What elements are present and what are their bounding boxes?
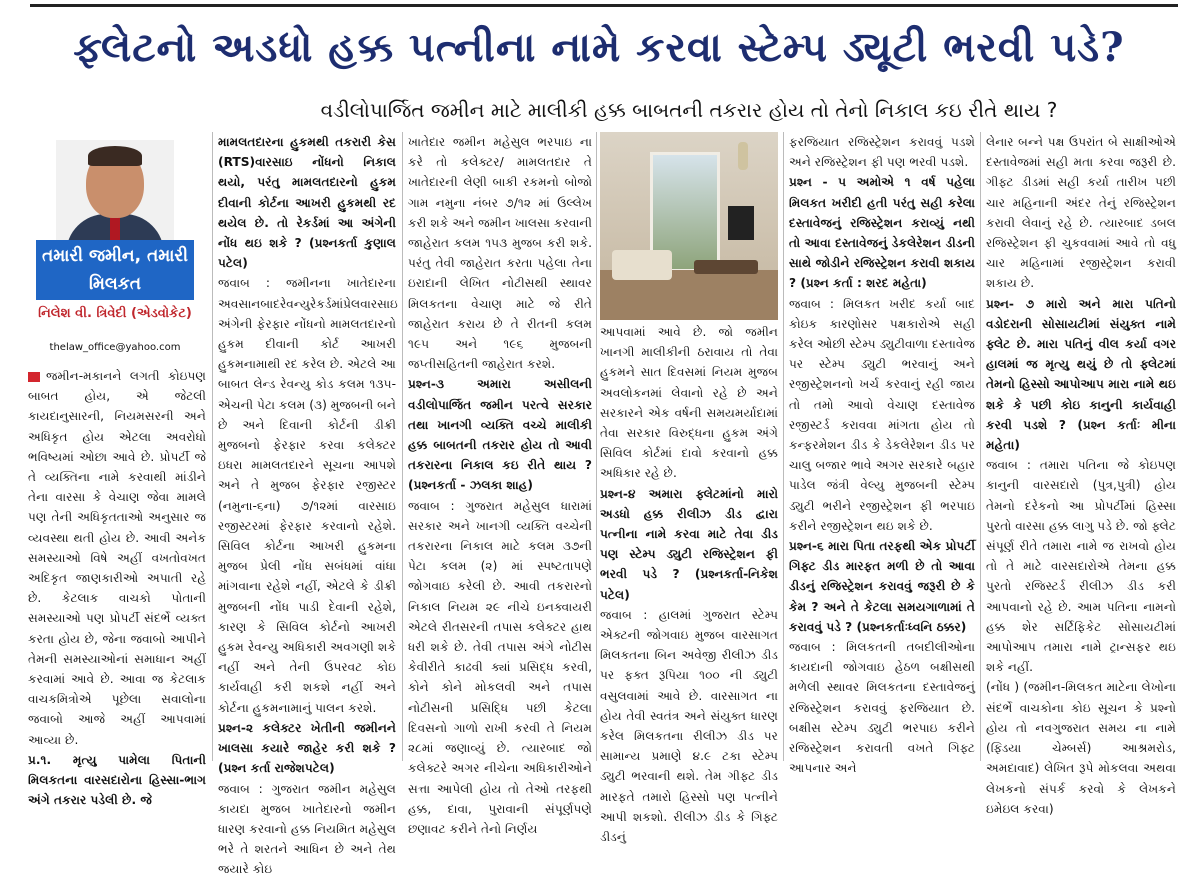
author-name: નિલેશ વી. ત્રિવેદી (એડવોકેટ) <box>38 306 192 321</box>
page-subtitle: વડીલોપાર્જિત જમીન માટે માલીકી હક્ક બાબતની તકરાર હોય તો તેનો નિકાલ કઇ રીતે થાય ? <box>320 98 1058 122</box>
body-paragraph: લેનાર બન્ને પક્ષ ઉપરાંત બે સાક્ષીઓએ દસ્તાવેજમાં સહી મતા કરવા જરૂરી છે. ગીફ્ટ ડીડમાં સહી કર્યા તારીખ પછી ચાર મહિનાની અંદર તેનું રજિસ્ટ્રેશન કરાવી લેવાનું રહે છે. ત્યારબાદ ડબલ રજિસ્ટ્રેશન ફી ચુકવવામાં આવે તો વધુ ચાર મહિનામાં રજીસ્ટ્રેશન કરાવી શકાય છે. <box>986 135 1176 291</box>
article-column-5 <box>789 132 975 776</box>
column-divider <box>212 132 213 761</box>
article-column-6 <box>986 132 1176 816</box>
column-divider <box>402 132 403 761</box>
question-paragraph: પ્રશ્ન-૪ અમારા ફ્લેટમાંનો મારો અડધો હક્ક રીલીઝ ડીડ દ્વારા પત્નીના નામે કરવા માટે તેવા ડીડ પણ સ્ટેમ્પ ડ્યુટી રજિસ્ટ્રેશન ફી ભરવી પડે ? (પ્રશ્નકર્તા-નિકેશ પટેલ) <box>600 486 778 602</box>
column-divider <box>783 132 784 761</box>
body-paragraph: જમીન-મકાનને લગતી કોઇપણ બાબત હોય, એ જેટલી કાયદાનુસારની, નિયમસરની અને અધિકૃત હોય એટલા અવરોધો ભવિષ્યમાં ઓછા આવે છે. પ્રોપર્ટી જે તે વ્યક્તિના નામે કરવાથી માંડીને તેના વારસા કે વેચાણ જેવા મામલે પણ તેની અધિકૃતતાઓ અનુસાર જ વ્યવસ્થા થતી હોય છે. આવી અનેક સમસ્યાઓ વિષે અહીં વખતોવખત અદિકૃત જાણકારીઓ અપાતી રહે છે. કેટલાક વાચકો પોતાની સમસ્યાઓ પણ પ્રોપર્ટી સંદર્ભે વ્યક્ત કરતા હોય છે, જેના જવાબો આપીને તેમની સમસ્યાઓનાં સમાધાન અહીં કરવામાં આવે છે. આવા જ કેટલાક વાચકમિત્રોએ પૂછેલા સવાલોના જવાબો આજે અહીં આપવામાં આવ્યા છે. <box>28 369 206 747</box>
apartment-photo <box>600 132 778 320</box>
column-divider <box>980 132 981 761</box>
body-paragraph: (નોંધ ) (જમીન-મિલકત માટેના લેખોના સંદર્ભે વાચકોના કોઇ સૂચન કે પ્રશ્નો હોય તો નવગુજરાત સમય ના નામે (ફ્ડિયા ચેમ્બર્સ) આશ્રમરોડ, અમદાવાદ) લેખિત રૂપે મોકલવા અથવા લેખકનો સંપર્ક કરવો કે લેખકને ઇમેઇલ કરવા) <box>986 680 1176 816</box>
body-paragraph: જવાબ : મિલકત ખરીદ કર્યા બાદ કોઇક કારણોસર પક્ષકારોએ સહી કરેલ ઓછી સ્ટેમ્પ ડ્યુટીવાળા દસ્તાવેજ પર સ્ટેમ્પ ડ્યુટી ભરવાનું અને રજીસ્ટ્રેશનનો ખર્ચ કરવાનું રહી જાય તો તમો આવો વેચાણ દસ્તાવેજ રજીસ્ટર્ડ કરાવવા માંગતા હોય તો કન્ફરમેશન ડીડ કે ડેકલેરેશન ડીડ પર ચાલુ બજાર ભાવે અગર સરકારે બહાર પાડેલ જંત્રી વેલ્યુ મુજબની સ્ટેમ્પ ડ્યુટી ભરીને રજીસ્ટ્રેશન ફી ભરપાઇ કરીને રજીસ્ટ્રેશન થઇ શકે છે. <box>789 296 975 533</box>
body-paragraph: આપવામાં આવે છે. જો જમીન ખાનગી માલીકીની ઠરાવાય તો તેવા હુકમને સાત દિવસમાં નિયમ મુજબ અવલોકનમાં લેવાનો રહે છે અને સરકારને એક વર્ષની સમયમર્યાદામાં તેવા સરકાર વિરુદ્ધના હુકમ અંગે સિવિલ કોર્ટમાં દાવો કરવાનો હક્ક અધિકાર રહે છે. <box>600 325 778 481</box>
body-paragraph: જવાબ : તમારા પતિના જે કોઇપણ કાનુની વારસદારો (પુત્ર,પુત્રી) હોય તેમનો દરેકનો આ પ્રોપર્ટીમાં હિસ્સા પુરતો વારસા હક્ક લાગુ પડે છે. જો ફ્લેટ સંપૂર્ણ રીતે તમારા નામે જ રાખવો હોય તો તે માટે વારસદારોએ તેમના હક્ક પુરતો રજિસ્ટર્ડ રીલીઝ ડીડ કરી આપવાનો રહે છે. આમ પતિના નામનો હક્ક શેર સર્ટિફિકેટ સોસાયટીમાં આપોઆપ તમારા નામે ટ્રાન્સફર થઇ શકે નહીં. <box>986 458 1176 675</box>
body-paragraph: જવાબ : જમીનના ખાતેદારના અવસાનબાદરેવન્યુરેકર્ડમાંપ્રેલવારસાઇ અંગેની ફેરફાર નોંધનો મામલતદારનો હુકમ દીવાની કોર્ટ આખરી હુકમનામાથી રદ કરેલ છે. એટલે આ બાબત લેન્ડ રેવન્યુ કોડ કલમ ૧૩૫-એચની પેટા કલમ (૩) મુજબની બને છે અને દિવાની કોર્ટની ડીક્રી મુજબનો ફેરફાર કરવા કલેક્ટર ઇધરા મામલતદારને સૂચના આપશે અને તે મુજબ ફેરફાર રજીસ્ટર (નમુના-૬ના) ૭/૧૨માં વારસાઇ રજીસ્ટરમાં ફેરફાર કરવાનો રહેશે. સિવિલ કોર્ટના આખરી હુકમના મુજબ પ્રેલી નોંધ સબંધમાં વાંધા માંગવાના રહેશે નહીં, એટલે કે ડીક્રી મુજબની નોંધ પાડી દેવાની રહેશે, કારણ કે સિવિલ કોર્ટનો આખરી હુકમ રેવન્યુ અધિકારી અવગણી શકે નહીં અને તેની ઉપરવટ કોઇ કાર્યવાહી કરી શકશે નહીં અને કોર્ટના હુકમનામાનું પાલન કરશે. <box>218 276 398 715</box>
body-paragraph: જવાબ : ગુજરાત મહેસુલ ધારામાં સરકાર અને ખાનગી વ્યક્તિ વચ્ચેની તકરારના નિકાલ માટે કલમ ૩૭ની પેટા કલમ (૨) માં સ્પષ્ટતાપણે જોગવાઇ કરેલી છે. આવી તકરારનો નિકાલ નિયમ ૨૯ નીચે ઇનક્વાયરી એટલે રીતસરની તપાસ કલેક્ટર હાથ ધરી શકે છે. તેવી તપાસ અંગે નોટીસ કેવીરીતે કાઢવી ક્યાં પ્રસિદ્ધ કરવી, કોને કોને મોકલવી અને તપાસ નોટીસની પ્રસિદ્ધિ પછી કેટલા દિવસનો ગાળો રાખી કરવી તે નિયમ ૨૮માં જણાવ્યું છે. ત્યારબાદ જો કલેક્ટરે અગર નીચેના અધિકારીઓને સત્તા આપેલી હોય તો તેઓ તરફથી હક્ક, દાવા, પુરાવાની સંપૂર્ણપણે છણાવટ કરીને તેનો નિર્ણય <box>408 498 592 836</box>
author-email: thelaw_office@yahoo.com <box>49 342 181 353</box>
article-column-4 <box>600 322 778 845</box>
body-paragraph: ફરજિયાત રજિસ્ટ્રેશન કરાવવું પડશે અને રજિસ્ટ્રેશન ફી પણ ભરવી પડશે. <box>789 135 975 170</box>
paragraph-marker <box>28 372 40 382</box>
question-paragraph: મામલતદારના હુકમથી તકરારી કેસ (RTS)વારસાઇ નોંધનો નિકાલ થયો, પરંતુ મામલતદારનો હુકમ દીવાની કોર્ટના આખરી હુકમથી રદ થયેલ છે. તો રેકર્ડમાં આ અંગેની નોંધ થઇ શકે ? (પ્રશ્નકર્તા કુણાલ પટેલ) <box>218 135 396 271</box>
question-paragraph: પ્રશ્ન-૬ મારા પિતા તરફથી એક પ્રોપર્ટી ગિફ્ટ ડીડ મારફત મળી છે તો આવા ડીડનું રજિસ્ટ્રેશન કરાવવું જરૂરી છે કે કેમ ? અને તે કેટલા સમયગાળામાં તે કરાવવું પડે ? (પ્રશ્નકર્તાઃધ્વનિ ઠક્કર) <box>789 539 975 634</box>
page-title: ફ્લેટનો અડધો હક્ક પત્નીના નામે કરવા સ્ટેમ્પ ડ્યૂટી ભરવી પડે? <box>73 24 1125 71</box>
body-paragraph: ખાતેદાર જમીન મહેસુલ ભરપાઇ ના કરે તો કલેક્ટર/ મામલતદાર તે ખાતેદારની લેણી બાકી રકમનો બોજો ગામ નમુના નંબર ૭/૧૨ માં ઉલ્લેખ કરી શકે અને જમીન ખાલસા કરવાની જાહેરાત કલમ ૧૫૩ મુજબ કરી શકે. પરંતુ તેવી જાહેરાત કરતા પહેલા તેના ઇરાદાની લેખિત નોટીસથી સ્થાવર મિલકતના વેચાણ માટે જે રીતે જાહેરાત કરાય છે તે રીતની કલમ ૧૯૫ અને ૧૯૬ મુજબની જપ્તીસહિતની જાહેરાત કરશે. <box>408 135 592 372</box>
article-column-2 <box>218 132 398 877</box>
author-box <box>26 132 204 352</box>
question-paragraph: પ્રશ્ન-૨ કલેક્ટર ખેતીની જમીનને ખાલસા કયારે જાહેર કરી શકે ? (પ્રશ્ન કર્તા રાજેશપટેલ) <box>218 720 396 776</box>
body-paragraph: જવાબ : ગુજરાત જમીન મહેસુલ કાયદા મુજબ ખાતેદારનો જમીન ધારણ કરવાનો હક્ક નિયમિત મહેસુલ ભરે તે શરતને આધિન છે અને તેથ જયારે કોઇ <box>218 781 396 877</box>
column-divider <box>596 132 597 761</box>
question-paragraph: પ્ર.૧. મૃત્યુ પામેલા પિતાની મિલકતના વારસદારોના હિસ્સા-ભાગ અંગે તકરાર પડેલી છે. જે <box>28 752 206 808</box>
body-paragraph: જવાબ : હાલમાં ગુજરાત સ્ટેમ્પ એક્ટની જોગવાઇ મુજબ વારસાગત મિલકતના બિન અવેજી રીલીઝ ડીડ પર ફક્ત રૂપિયા ૧૦૦ ની ડ્યુટી વસુલવામાં આવે છે. વારસાગત ના હોય તેવી સ્વતંત્ર અને સંયુક્ત ધારણ કરેલ મિલકતના રીલીઝ ડીડ પર સામાન્ય પ્રમાણે ૪.૯ ટકા સ્ટેમ્પ ડ્યુટી ભરવાની થશે. તેમ ગીફ્ટ ડીડ મારફતે તમારો હિસ્સો પણ પત્નીને આપી શકશો. રીલીઝ ડીડ કે ગિફ્ટ ડીડનું <box>600 607 778 845</box>
question-paragraph: પ્રશ્ન-૩ અમારા અસીલની વડીલોપાર્જિત જમીન પરત્વે સરકાર તથા ખાનગી વ્યક્તિ વચ્ચે માલીકી હક્ક બાબતની તકરાર હોય તો આવી તકરારના નિકાલ કઇ રીતે થાય ? (પ્રશ્નકર્તા - ઝલકા શાહ) <box>408 377 592 493</box>
article-column-3 <box>408 132 592 836</box>
body-paragraph: જવાબ : મિલકતની તબદીલીઓના કાયદાની જોગવાઇ હેઠળ બક્ષીસથી મળેલી સ્થાવર મિલકતના દસ્તાવેજનું રજિસ્ટ્રેશન કરાવવું ફરજિયાત છે. બક્ષીસ સ્ટેમ્પ ડ્યુટી ભરપાઇ કરીને રજિસ્ટ્રેશન કરાવતી વખતે ગિફ્ટ આપનાર અને <box>789 640 975 776</box>
question-paragraph: પ્રશ્ન - ૫ અમોએ ૧ વર્ષ પહેલા મિલકત ખરીદી હતી પરંતુ સહી કરેલા દસ્તાવેજનું રજિસ્ટ્રેશન કરાવ્યું નથી તો આવા દસ્તાવેજનું ડેકલેરેશન ડીડની સાથે જોડીને રજિસ્ટ્રેશન કરાવી શકાય ? (પ્રશ્ન કર્તા : શરદ મહેતા) <box>789 175 975 291</box>
question-paragraph: પ્રશ્ન- ૭ મારો અને મારા પતિનો વડોદરાની સોસાયટીમાં સંયુક્ત નામે ફ્લેટ છે. મારા પતિનું વીલ કર્યા વગર હાલમાં જ મૃત્યુ થયું છે તો ફ્લેટમાં તેમનો હિસ્સો આપોઆપ મારા નામે થઇ શકે કે પછી કોઇ કાનુની કાર્યવાહી કરવી પડશે ? (પ્રશ્ન કર્તાઃ મીના મહેતા) <box>986 296 1176 453</box>
article-column-1 <box>28 366 206 808</box>
column-banner: તમારી જમીન, તમારી મિલકત <box>36 240 194 300</box>
